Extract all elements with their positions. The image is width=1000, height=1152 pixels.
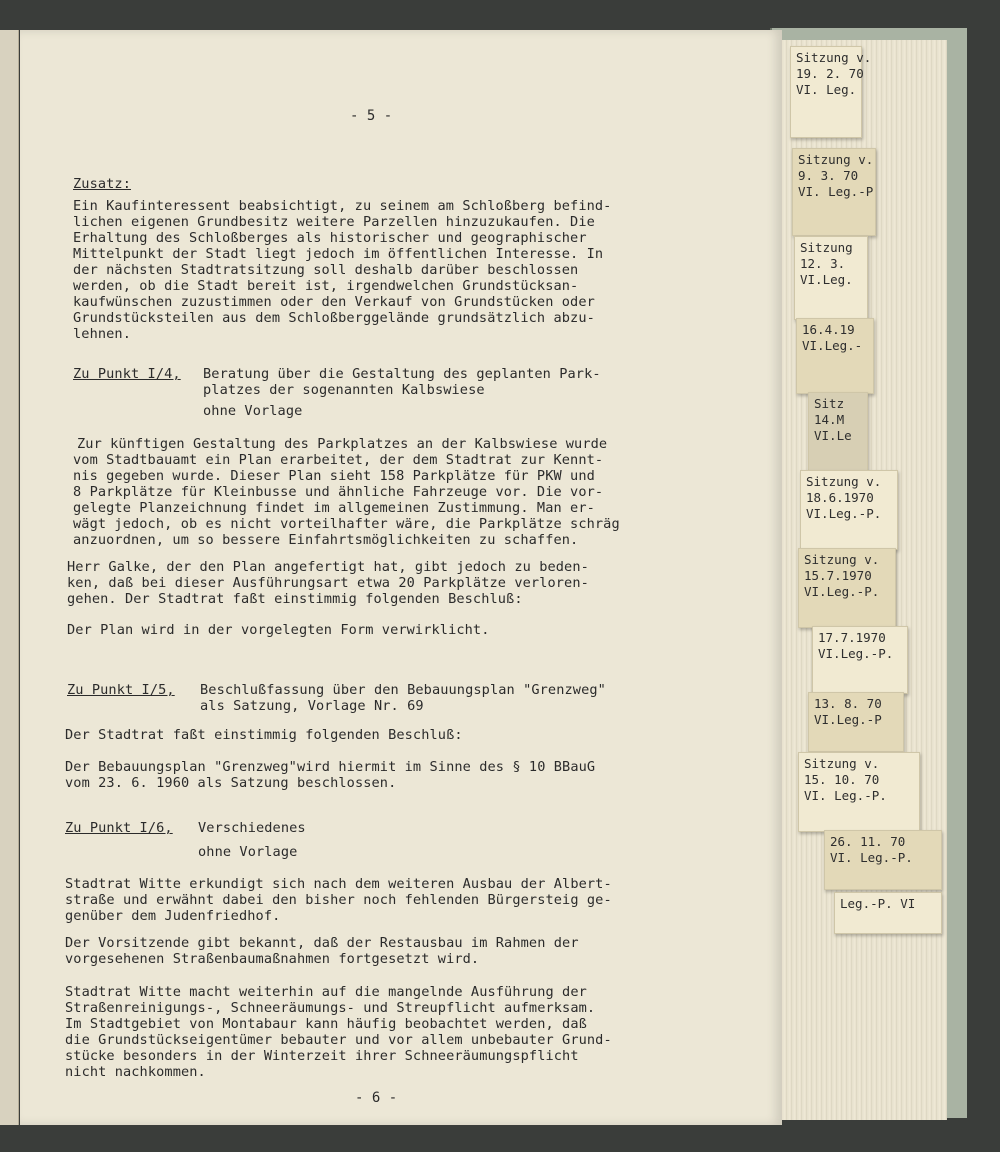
index-tab[interactable]: 26. 11. 70 VI. Leg.-P. xyxy=(824,830,942,890)
punkt-i4-resolution: Der Plan wird in der vorgelegten Form verwirklicht. xyxy=(67,622,490,638)
punkt-i6-para3-line: Im Stadtgebiet von Montabaur kann häufig beobachtet werden, daß xyxy=(65,1016,587,1032)
page-number-bottom: - 6 - xyxy=(355,1090,398,1106)
punkt-i6-para1-line: straße und erwähnt dabei den bisher noch fehlenden Bürgersteig ge- xyxy=(65,892,612,908)
zusatz-line: lehnen. xyxy=(73,326,131,342)
index-tab[interactable]: Sitzung v. 15.7.1970 VI.Leg.-P. xyxy=(798,548,896,628)
index-tab[interactable]: 17.7.1970 VI.Leg.-P. xyxy=(812,626,908,694)
punkt-i6-note: ohne Vorlage xyxy=(198,844,298,860)
punkt-i4-para1-line: 8 Parkplätze für Kleinbusse und ähnliche Fahrzeuge vor. Die vor- xyxy=(73,484,604,500)
punkt-i4-para2-line: Herr Galke, der den Plan angefertigt hat, gibt jedoch zu beden- xyxy=(67,559,589,575)
page-number-top: - 5 - xyxy=(350,108,393,124)
punkt-i4-para1-line: nis gegeben wurde. Dieser Plan sieht 158 Parkplätze für PKW und xyxy=(73,468,595,484)
punkt-i6-label: Zu Punkt I/6, xyxy=(65,820,173,836)
punkt-i6-para1-line: genüber dem Judenfriedhof. xyxy=(65,908,281,924)
punkt-i6-para2-line: vorgesehenen Straßenbaumaßnahmen fortgesetzt wird. xyxy=(65,951,480,967)
punkt-i5-resolution: Der Bebauungsplan "Grenzweg"wird hiermit im Sinne des § 10 BBauG xyxy=(65,759,596,775)
index-tab[interactable]: 13. 8. 70 VI.Leg.-P xyxy=(808,692,904,752)
zusatz-line: kaufwünschen zuzustimmen oder den Verkauf von Grundstücken oder xyxy=(73,294,595,310)
index-tab[interactable]: 16.4.19 VI.Leg.- xyxy=(796,318,874,394)
index-tab[interactable]: Leg.-P. VI xyxy=(834,892,942,934)
index-tab[interactable]: Sitzung 12. 3. VI.Leg. xyxy=(794,236,868,320)
punkt-i5-title: als Satzung, Vorlage Nr. 69 xyxy=(200,698,424,714)
punkt-i4-note: ohne Vorlage xyxy=(203,403,303,419)
punkt-i6-para3-line: stücke besonders in der Winterzeit ihrer Schneeräumungspflicht xyxy=(65,1048,579,1064)
zusatz-line: Grundstücksteilen aus dem Schloßberggelände grundsätzlich abzu- xyxy=(73,310,595,326)
index-tab[interactable]: Sitzung v. 18.6.1970 VI.Leg.-P. xyxy=(800,470,898,550)
punkt-i4-title: Beratung über die Gestaltung des geplanten Park- xyxy=(203,366,601,382)
punkt-i5-resolution: vom 23. 6. 1960 als Satzung beschlossen. xyxy=(65,775,397,791)
zusatz-heading: Zusatz: xyxy=(73,176,131,192)
punkt-i6-para3-line: Straßenreinigungs-, Schneeräumungs- und Streupflicht aufmerksam. xyxy=(65,1000,596,1016)
punkt-i5-label: Zu Punkt I/5, xyxy=(67,682,175,698)
previous-page-edge xyxy=(0,30,19,1125)
index-tab[interactable]: Sitz 14.M VI.Le xyxy=(808,392,868,472)
index-tab[interactable]: Sitzung v. 19. 2. 70 VI. Leg. xyxy=(790,46,862,138)
punkt-i4-para1-line: gelegte Planzeichnung findet im allgemeinen Zustimmung. Man er- xyxy=(73,500,595,516)
zusatz-line: der nächsten Stadtratsitzung soll deshalb darüber beschlossen xyxy=(73,262,579,278)
zusatz-line: lichen eigenen Grundbesitz weitere Parzellen hinzuzukaufen. Die xyxy=(73,214,595,230)
punkt-i6-title: Verschiedenes xyxy=(198,820,306,836)
zusatz-line: Ein Kaufinteressent beabsichtigt, zu seinem am Schloßberg befind- xyxy=(73,198,612,214)
punkt-i4-para1-line: wägt jedoch, ob es nicht vorteilhafter wäre, die Parkplätze schräg xyxy=(73,516,620,532)
punkt-i5-title: Beschlußfassung über den Bebauungsplan "Grenzweg" xyxy=(200,682,606,698)
punkt-i4-para1-line: Zur künftigen Gestaltung des Parkplatzes an der Kalbswiese wurde xyxy=(77,436,608,452)
zusatz-line: Mittelpunkt der Stadt liegt jedoch im öffentlichen Interesse. In xyxy=(73,246,604,262)
punkt-i5-para1: Der Stadtrat faßt einstimmig folgenden Beschluß: xyxy=(65,727,463,743)
punkt-i4-para1-line: anzuordnen, um so bessere Einfahrtsmöglichkeiten zu schaffen. xyxy=(73,532,579,548)
punkt-i4-para2-line: ken, daß bei dieser Ausführungsart etwa 20 Parkplätze verloren- xyxy=(67,575,589,591)
index-tab[interactable]: Sitzung v. 9. 3. 70 VI. Leg.-P xyxy=(792,148,876,236)
punkt-i4-para1-line: vom Stadtbauamt ein Plan erarbeitet, der dem Stadtrat zur Kennt- xyxy=(73,452,604,468)
punkt-i6-para3-line: Stadtrat Witte macht weiterhin auf die mangelnde Ausführung der xyxy=(65,984,587,1000)
punkt-i4-title: platzes der sogenannten Kalbswiese xyxy=(203,382,485,398)
index-tab[interactable]: Sitzung v. 15. 10. 70 VI. Leg.-P. xyxy=(798,752,920,832)
punkt-i6-para3-line: die Grundstückseigentümer bebauter und vor allem unbebauter Grund- xyxy=(65,1032,612,1048)
punkt-i6-para2-line: Der Vorsitzende gibt bekannt, daß der Restausbau im Rahmen der xyxy=(65,935,579,951)
zusatz-line: werden, ob die Stadt bereit ist, irgendwelchen Grundstücksan- xyxy=(73,278,579,294)
punkt-i6-para3-line: nicht nachkommen. xyxy=(65,1064,206,1080)
punkt-i4-label: Zu Punkt I/4, xyxy=(73,366,181,382)
punkt-i4-para2-line: gehen. Der Stadtrat faßt einstimmig folgenden Beschluß: xyxy=(67,591,523,607)
punkt-i6-para1-line: Stadtrat Witte erkundigt sich nach dem weiteren Ausbau der Albert- xyxy=(65,876,612,892)
zusatz-line: Erhaltung des Schloßberges als historischer und geographischer xyxy=(73,230,587,246)
